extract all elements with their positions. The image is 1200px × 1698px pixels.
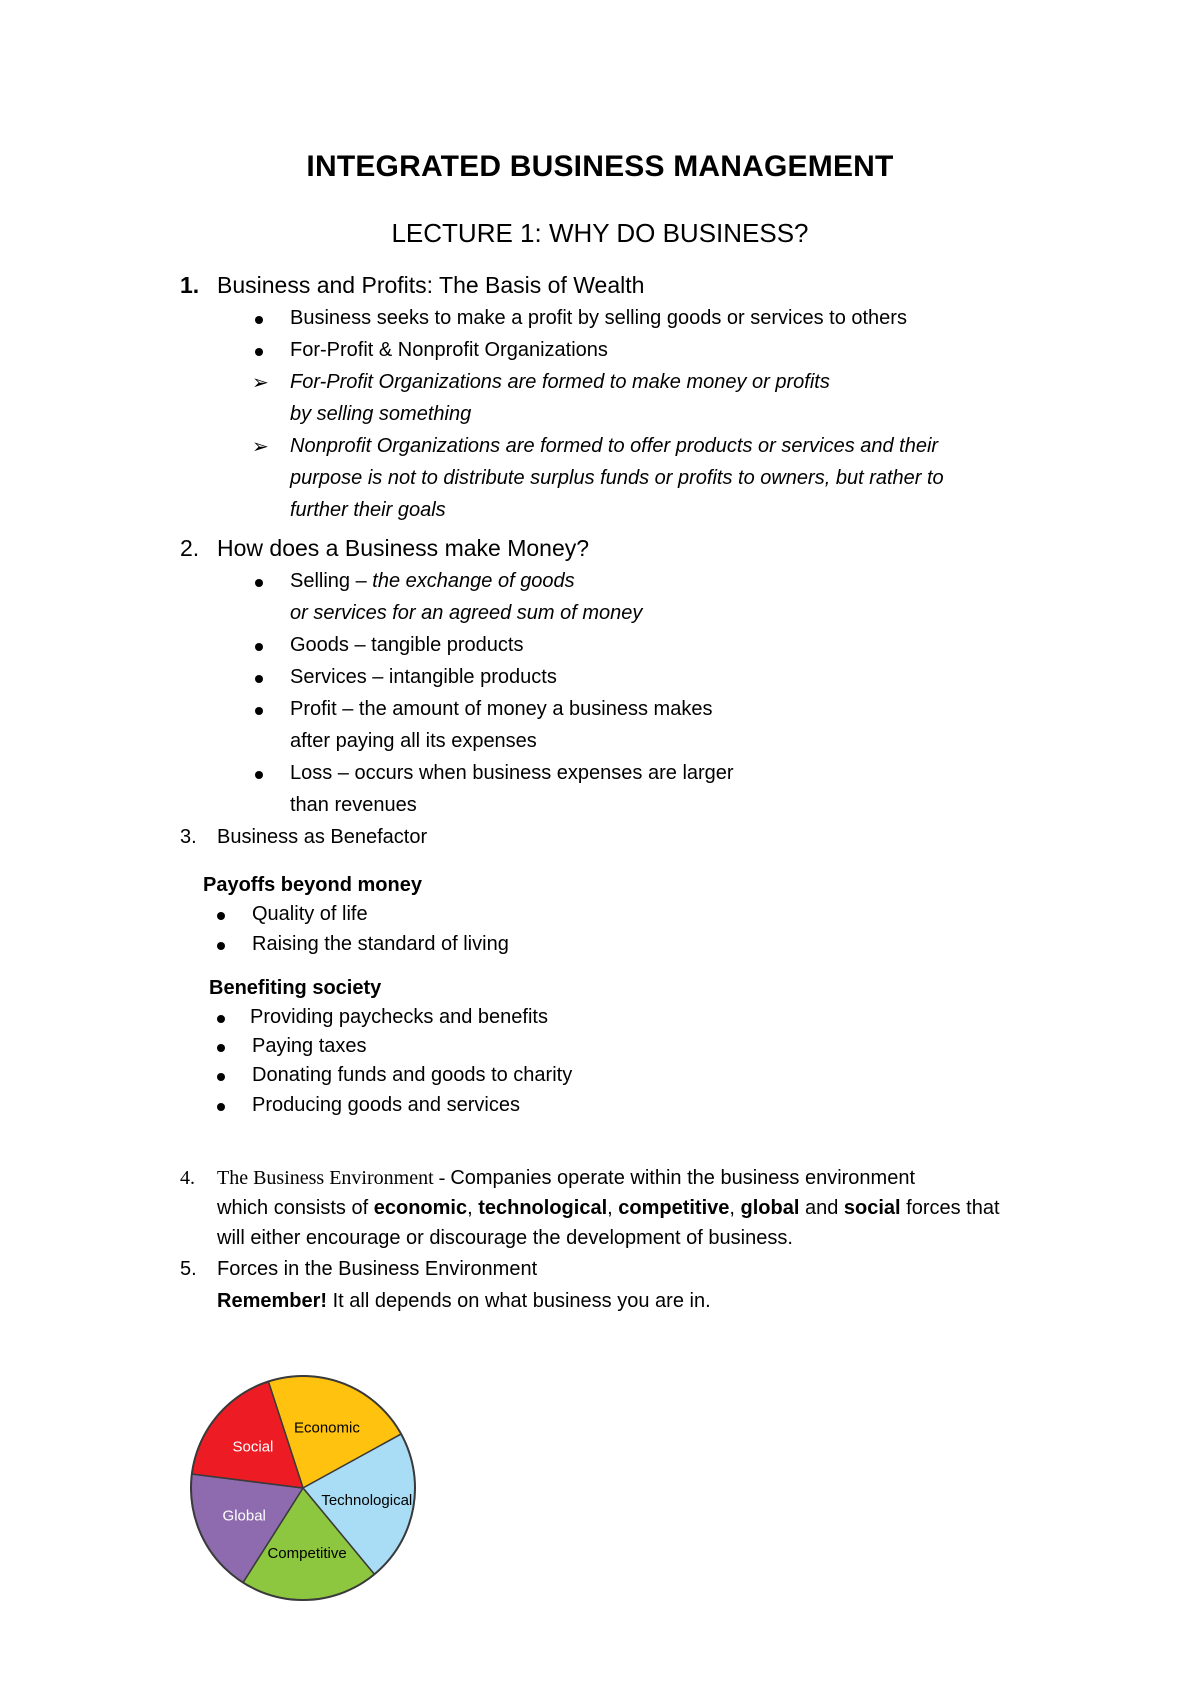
- s1-arrow-1-line-2: by selling something: [290, 403, 472, 425]
- page-title: INTEGRATED BUSINESS MANAGEMENT: [306, 150, 894, 183]
- bullet-icon: [217, 1015, 225, 1023]
- text-span: ,: [607, 1197, 619, 1219]
- bullet-icon: [255, 771, 263, 779]
- section-4-text-1: Companies operate within the business environment: [450, 1167, 916, 1189]
- section-4-heading: The Business Environment: [217, 1167, 434, 1189]
- bullet-icon: [217, 1044, 225, 1052]
- s2-loss-line-2: than revenues: [290, 794, 417, 816]
- pie-label-economic: Economic: [293, 1419, 360, 1437]
- selling-term: Selling: [290, 570, 351, 592]
- bullet-icon: [255, 316, 263, 324]
- benefit-item-4: Producing goods and services: [252, 1094, 520, 1116]
- benefiting-heading: Benefiting society: [209, 977, 382, 999]
- bullet-icon: [255, 643, 263, 651]
- pie-label-competitive: Competitive: [267, 1544, 347, 1562]
- lecture-title: LECTURE 1: WHY DO BUSINESS?: [391, 218, 809, 248]
- arrow-bullet-icon: ➢: [252, 434, 269, 458]
- text-span: ,: [467, 1197, 479, 1219]
- section-5-number: 5.: [180, 1258, 197, 1280]
- s1-arrow-2-line-3: further their goals: [290, 499, 446, 521]
- arrow-bullet-icon: ➢: [252, 370, 269, 394]
- text-span: forces that: [900, 1197, 1000, 1219]
- benefit-item-3: Donating funds and goods to charity: [252, 1064, 573, 1086]
- payoffs-heading: Payoffs beyond money: [203, 874, 422, 896]
- section-4-dash: -: [433, 1167, 451, 1189]
- s2-loss-line-1: Loss – occurs when business expenses are larger: [290, 762, 734, 784]
- text-span: ,: [729, 1197, 741, 1219]
- force-technological: technological: [478, 1197, 608, 1219]
- bullet-icon: [255, 348, 263, 356]
- section-4-line-1: [217, 1167, 915, 1190]
- section-3-number: 3.: [180, 826, 197, 848]
- section-5-heading: Forces in the Business Environment: [217, 1258, 538, 1280]
- section-4-line-3: will either encourage or discourage the development of business.: [217, 1227, 793, 1249]
- bullet-icon: [217, 1103, 225, 1111]
- selling-definition: the exchange of goods: [372, 570, 575, 592]
- force-economic: economic: [373, 1197, 468, 1219]
- section-1-heading: Business and Profits: The Basis of Wealth: [217, 272, 645, 298]
- payoff-item-2: Raising the standard of living: [252, 933, 509, 955]
- pie-label-social: Social: [232, 1438, 274, 1456]
- section-5-remember: [217, 1290, 711, 1313]
- text-span: and: [799, 1197, 844, 1219]
- text-span: which consists of: [217, 1197, 374, 1219]
- s2-services: Services – intangible products: [290, 666, 557, 688]
- bullet-icon: [255, 707, 263, 715]
- s1-arrow-1-line-1: For-Profit Organizations are formed to make money or profits: [290, 371, 830, 393]
- section-3-heading: Business as Benefactor: [217, 826, 428, 848]
- bullet-icon: [217, 1073, 225, 1081]
- s1-arrow-2-line-2: purpose is not to distribute surplus funds or profits to owners, but rather to: [290, 467, 944, 489]
- s2-selling-line-1: [290, 570, 575, 593]
- remember-text: It all depends on what business you are in.: [327, 1290, 711, 1312]
- s1-bullet-2: For-Profit & Nonprofit Organizations: [290, 339, 608, 361]
- s2-profit-line-2: after paying all its expenses: [290, 730, 537, 752]
- bullet-icon: [217, 912, 225, 920]
- forces-pie-chart: [183, 1368, 423, 1608]
- s2-profit-line-1: Profit – the amount of money a business makes: [290, 698, 713, 720]
- bullet-icon: [255, 579, 263, 587]
- bullet-icon: [217, 942, 225, 950]
- s1-arrow-2-line-1: Nonprofit Organizations are formed to offer products or services and their: [290, 435, 939, 457]
- force-competitive: competitive: [618, 1197, 730, 1219]
- s1-bullet-1: Business seeks to make a profit by selling goods or services to others: [290, 307, 907, 329]
- selling-dash: –: [350, 570, 373, 592]
- pie-label-technological: Technological: [321, 1492, 413, 1510]
- force-global: global: [740, 1197, 800, 1219]
- bullet-icon: [255, 675, 263, 683]
- pie-label-global: Global: [222, 1507, 266, 1525]
- payoff-item-1: Quality of life: [252, 903, 368, 925]
- remember-label: Remember!: [217, 1290, 328, 1312]
- section-2-number: 2.: [180, 535, 200, 561]
- s2-goods: Goods – tangible products: [290, 634, 524, 656]
- s2-selling-line-2: or services for an agreed sum of money: [290, 602, 643, 624]
- benefit-item-2: Paying taxes: [252, 1035, 367, 1057]
- benefit-item-1: Providing paychecks and benefits: [250, 1006, 548, 1028]
- force-social: social: [843, 1197, 901, 1219]
- section-4-number: 4.: [180, 1167, 195, 1189]
- section-1-number: 1.: [180, 272, 200, 298]
- section-2-heading: How does a Business make Money?: [217, 535, 590, 561]
- section-4-line-2: [217, 1197, 1000, 1220]
